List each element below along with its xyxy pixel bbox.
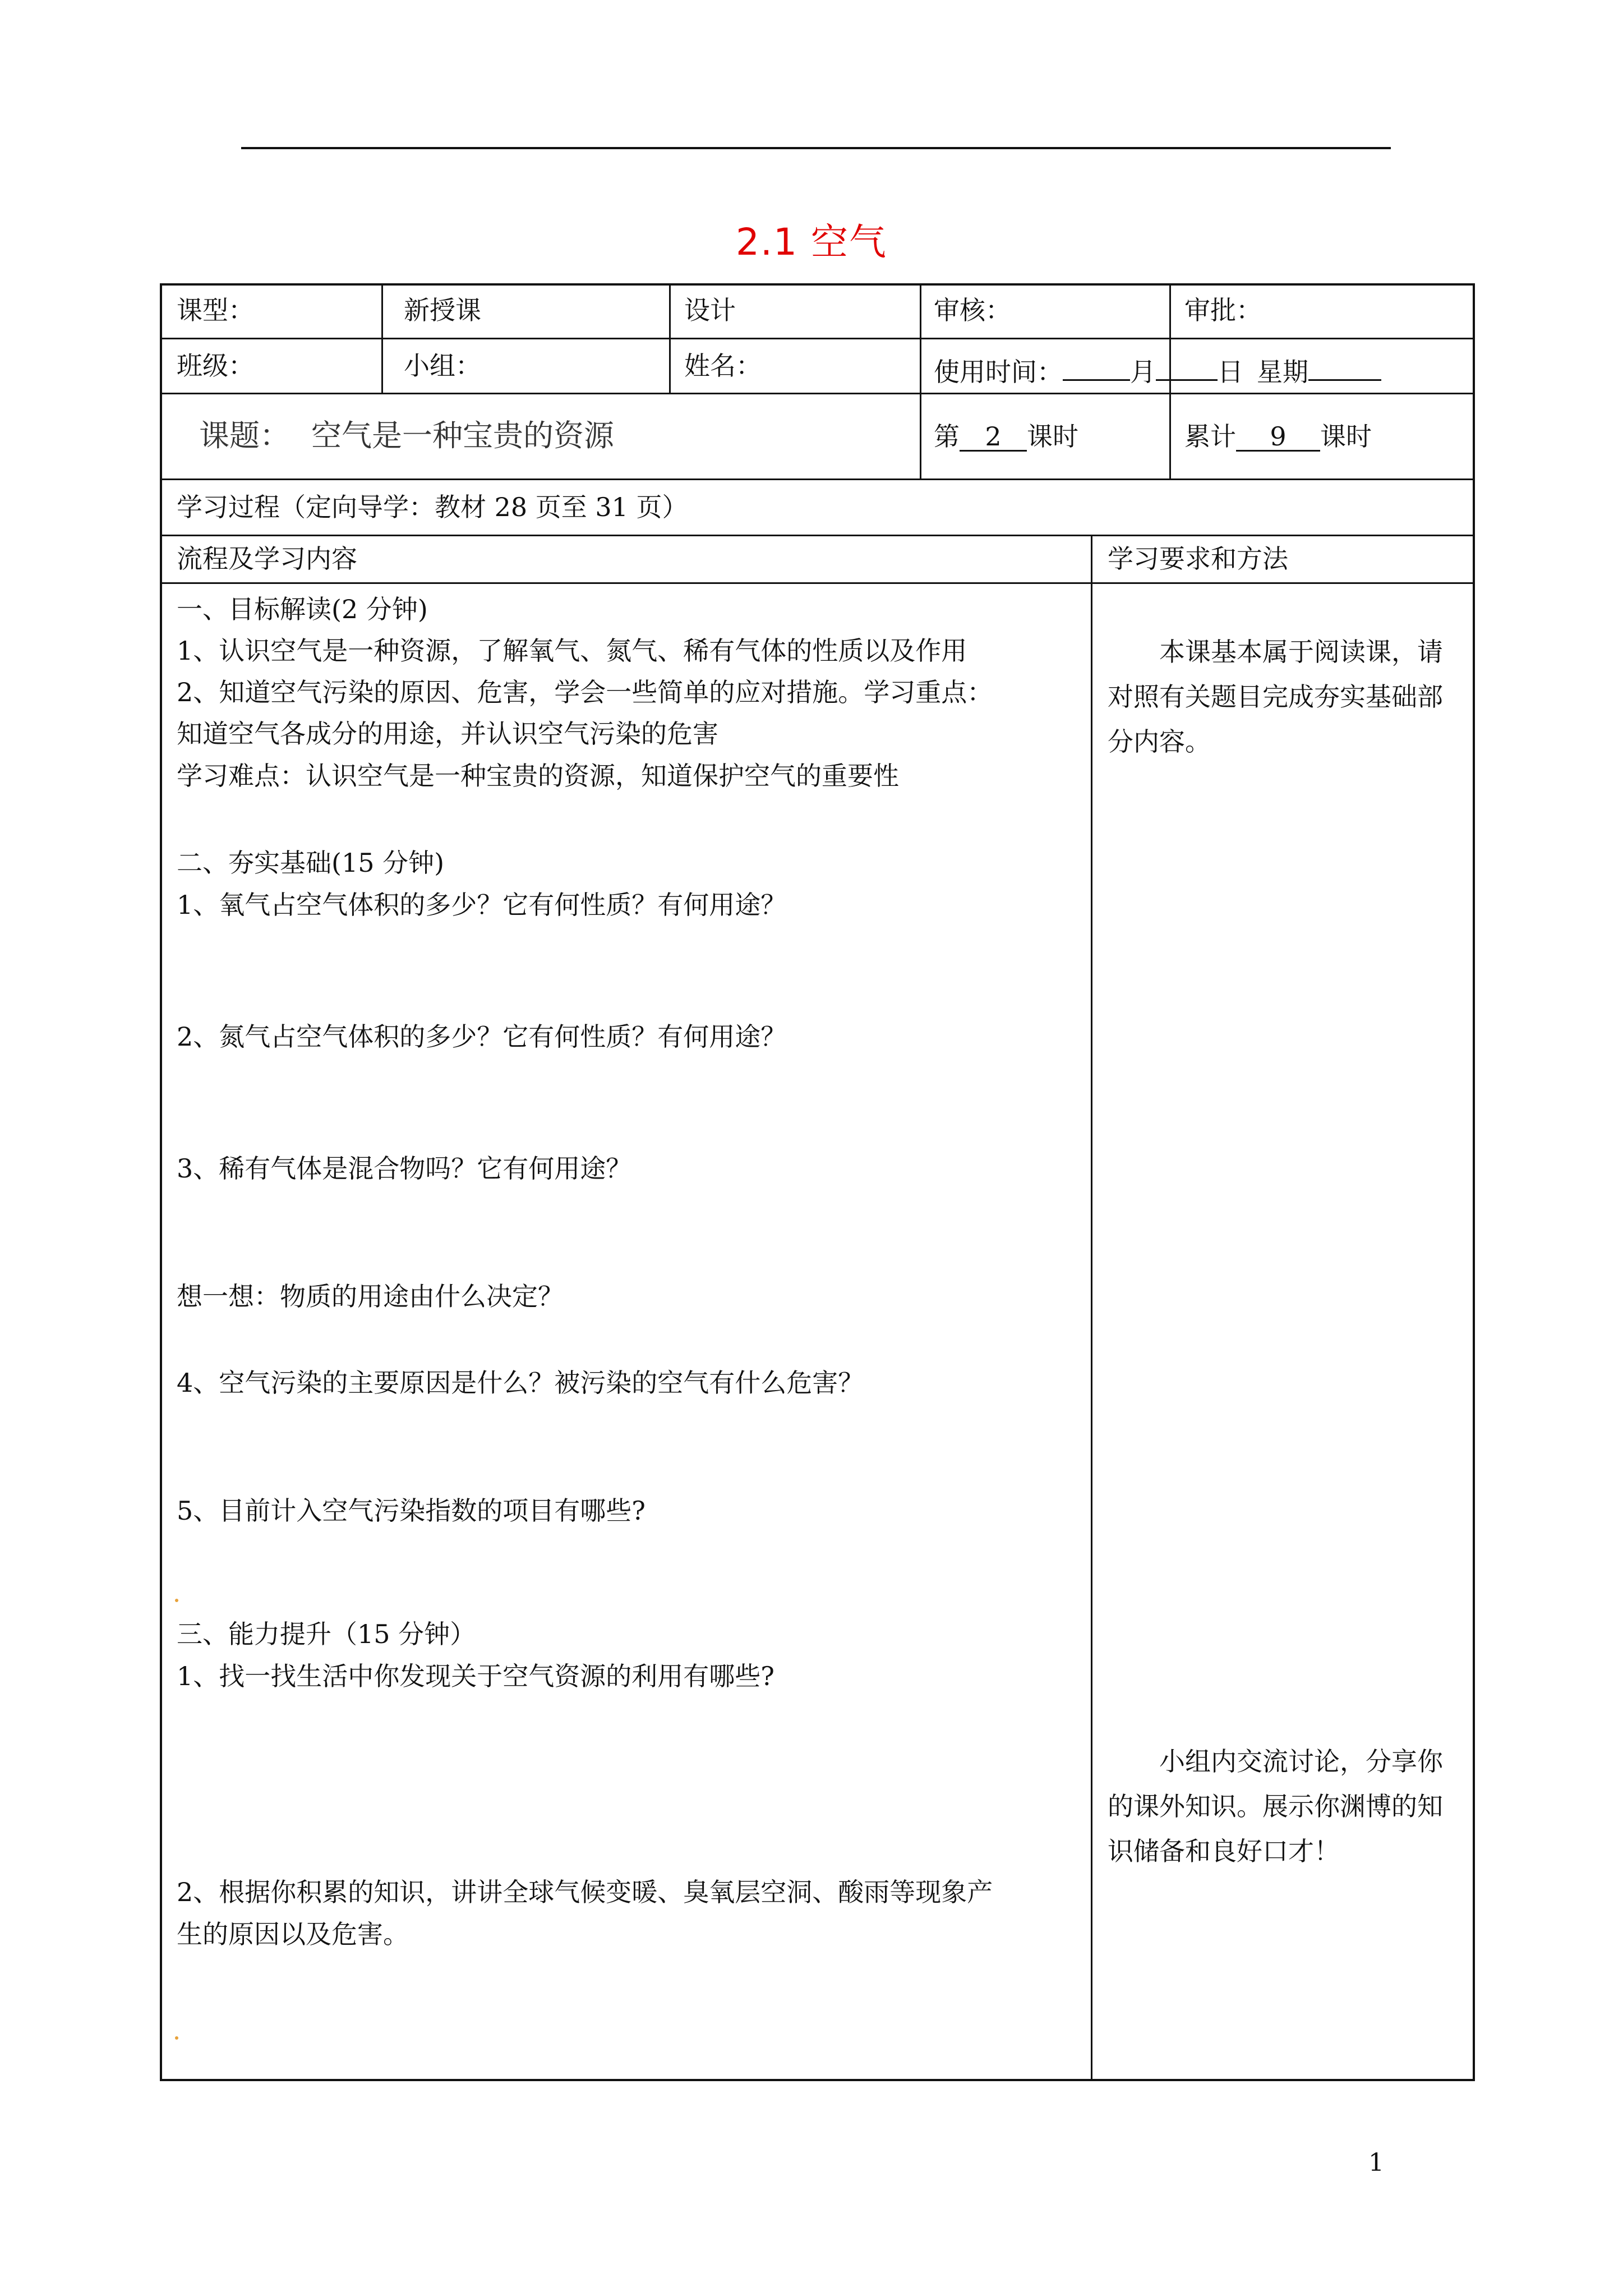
total-pre: 累计 bbox=[1184, 421, 1236, 452]
page-number: 1 bbox=[1368, 2148, 1384, 2177]
lesson-pre: 第 bbox=[934, 421, 960, 452]
section-goal-title: 一、目标解读(2 分钟) bbox=[177, 594, 428, 624]
month-label: 月 bbox=[1130, 357, 1156, 387]
topic-label: 课题： bbox=[199, 418, 290, 453]
day-blank bbox=[1156, 350, 1218, 381]
goal-line-3: 知道空气各成分的用途，并认识空气污染的危害 bbox=[177, 719, 718, 749]
row-divider-2 bbox=[160, 393, 1475, 394]
cell-group: 小组： bbox=[404, 351, 481, 381]
col-divider-1 bbox=[381, 283, 383, 393]
week-label: 星期 bbox=[1257, 357, 1308, 387]
ability-question-2-line-1: 2、根据你积累的知识，讲讲全球气候变暖、臭氧层空洞、酸雨等现象产 bbox=[177, 1877, 993, 1907]
col-divider-3 bbox=[920, 283, 921, 478]
topic-text: 空气是一种宝贵的资源 bbox=[311, 418, 614, 453]
question-2: 2、氮气占空气体积的多少？它有何性质？有何用途？ bbox=[177, 1022, 787, 1052]
day-label: 日 bbox=[1218, 357, 1243, 387]
col-header-content: 流程及学习内容 bbox=[177, 544, 357, 574]
ability-question-2-line-2: 生的原因以及危害。 bbox=[177, 1919, 409, 1949]
total-number-value: 9 bbox=[1236, 421, 1320, 452]
scan-speck bbox=[175, 2036, 178, 2040]
total-post: 课时 bbox=[1320, 421, 1372, 452]
cell-name: 姓名： bbox=[684, 351, 762, 381]
cell-use-time bbox=[934, 350, 1381, 388]
method-note-reading-text: 本课基本属于阅读课，请对照有关题目完成夯实基础部分内容。 bbox=[1108, 637, 1443, 757]
goal-line-1: 1、认识空气是一种资源，了解氧气、氮气、稀有气体的性质以及作用 bbox=[177, 636, 967, 666]
cell-new-lesson: 新授课 bbox=[404, 295, 481, 325]
row-divider-5 bbox=[160, 582, 1475, 584]
method-note-discussion-text: 小组内交流讨论，分享你的课外知识。展示你渊博的知识储备和良好口才！ bbox=[1108, 1746, 1443, 1866]
method-note-discussion bbox=[1108, 1739, 1461, 1874]
cell-design: 设计 bbox=[684, 295, 736, 325]
question-3: 3、稀有气体是混合物吗？它有何用途？ bbox=[177, 1153, 632, 1184]
question-1: 1、氧气占空气体积的多少？它有何性质？有何用途？ bbox=[177, 890, 787, 920]
method-note-reading bbox=[1108, 629, 1461, 764]
col-divider-2 bbox=[669, 283, 671, 393]
goal-line-4: 学习难点：认识空气是一种宝贵的资源，知道保护空气的重要性 bbox=[177, 761, 899, 791]
section-ability-title: 三、能力提升（15 分钟） bbox=[177, 1619, 476, 1649]
week-blank bbox=[1308, 350, 1381, 381]
cell-review: 审核： bbox=[934, 295, 1011, 325]
col-header-method: 学习要求和方法 bbox=[1108, 544, 1288, 574]
scan-speck bbox=[175, 1599, 178, 1602]
goal-line-2: 2、知道空气污染的原因、危害，学会一些简单的应对措施。学习重点： bbox=[177, 677, 993, 707]
cell-total-lessons bbox=[1184, 421, 1372, 452]
think-prompt: 想一想：物质的用途由什么决定？ bbox=[177, 1281, 564, 1312]
col-divider-content bbox=[1091, 535, 1092, 2081]
cell-lesson-type: 课型： bbox=[177, 295, 254, 325]
use-time-label: 使用时间： bbox=[934, 357, 1063, 387]
question-4: 4、空气污染的主要原因是什么？被污染的空气有什么危害？ bbox=[177, 1368, 864, 1398]
row-divider-1 bbox=[160, 338, 1475, 339]
ability-question-1: 1、找一找生活中你发现关于空气资源的利用有哪些? bbox=[177, 1661, 774, 1691]
cell-class: 班级： bbox=[177, 351, 254, 381]
row-divider-3 bbox=[160, 478, 1475, 480]
month-blank bbox=[1063, 350, 1130, 381]
cell-approve: 审批： bbox=[1184, 295, 1262, 325]
row-divider-4 bbox=[160, 535, 1475, 536]
lesson-number-value: 2 bbox=[960, 421, 1027, 452]
page-title: 2.1 空气 bbox=[736, 220, 887, 264]
section-basics-title: 二、夯实基础(15 分钟) bbox=[177, 848, 445, 878]
question-5: 5、目前计入空气污染指数的项目有哪些? bbox=[177, 1496, 645, 1526]
learning-process: 学习过程（定向导学：教材 28 页至 31 页） bbox=[177, 492, 688, 522]
cell-lesson-number bbox=[934, 421, 1078, 452]
lesson-post: 课时 bbox=[1027, 421, 1078, 452]
header-rule bbox=[241, 147, 1391, 149]
